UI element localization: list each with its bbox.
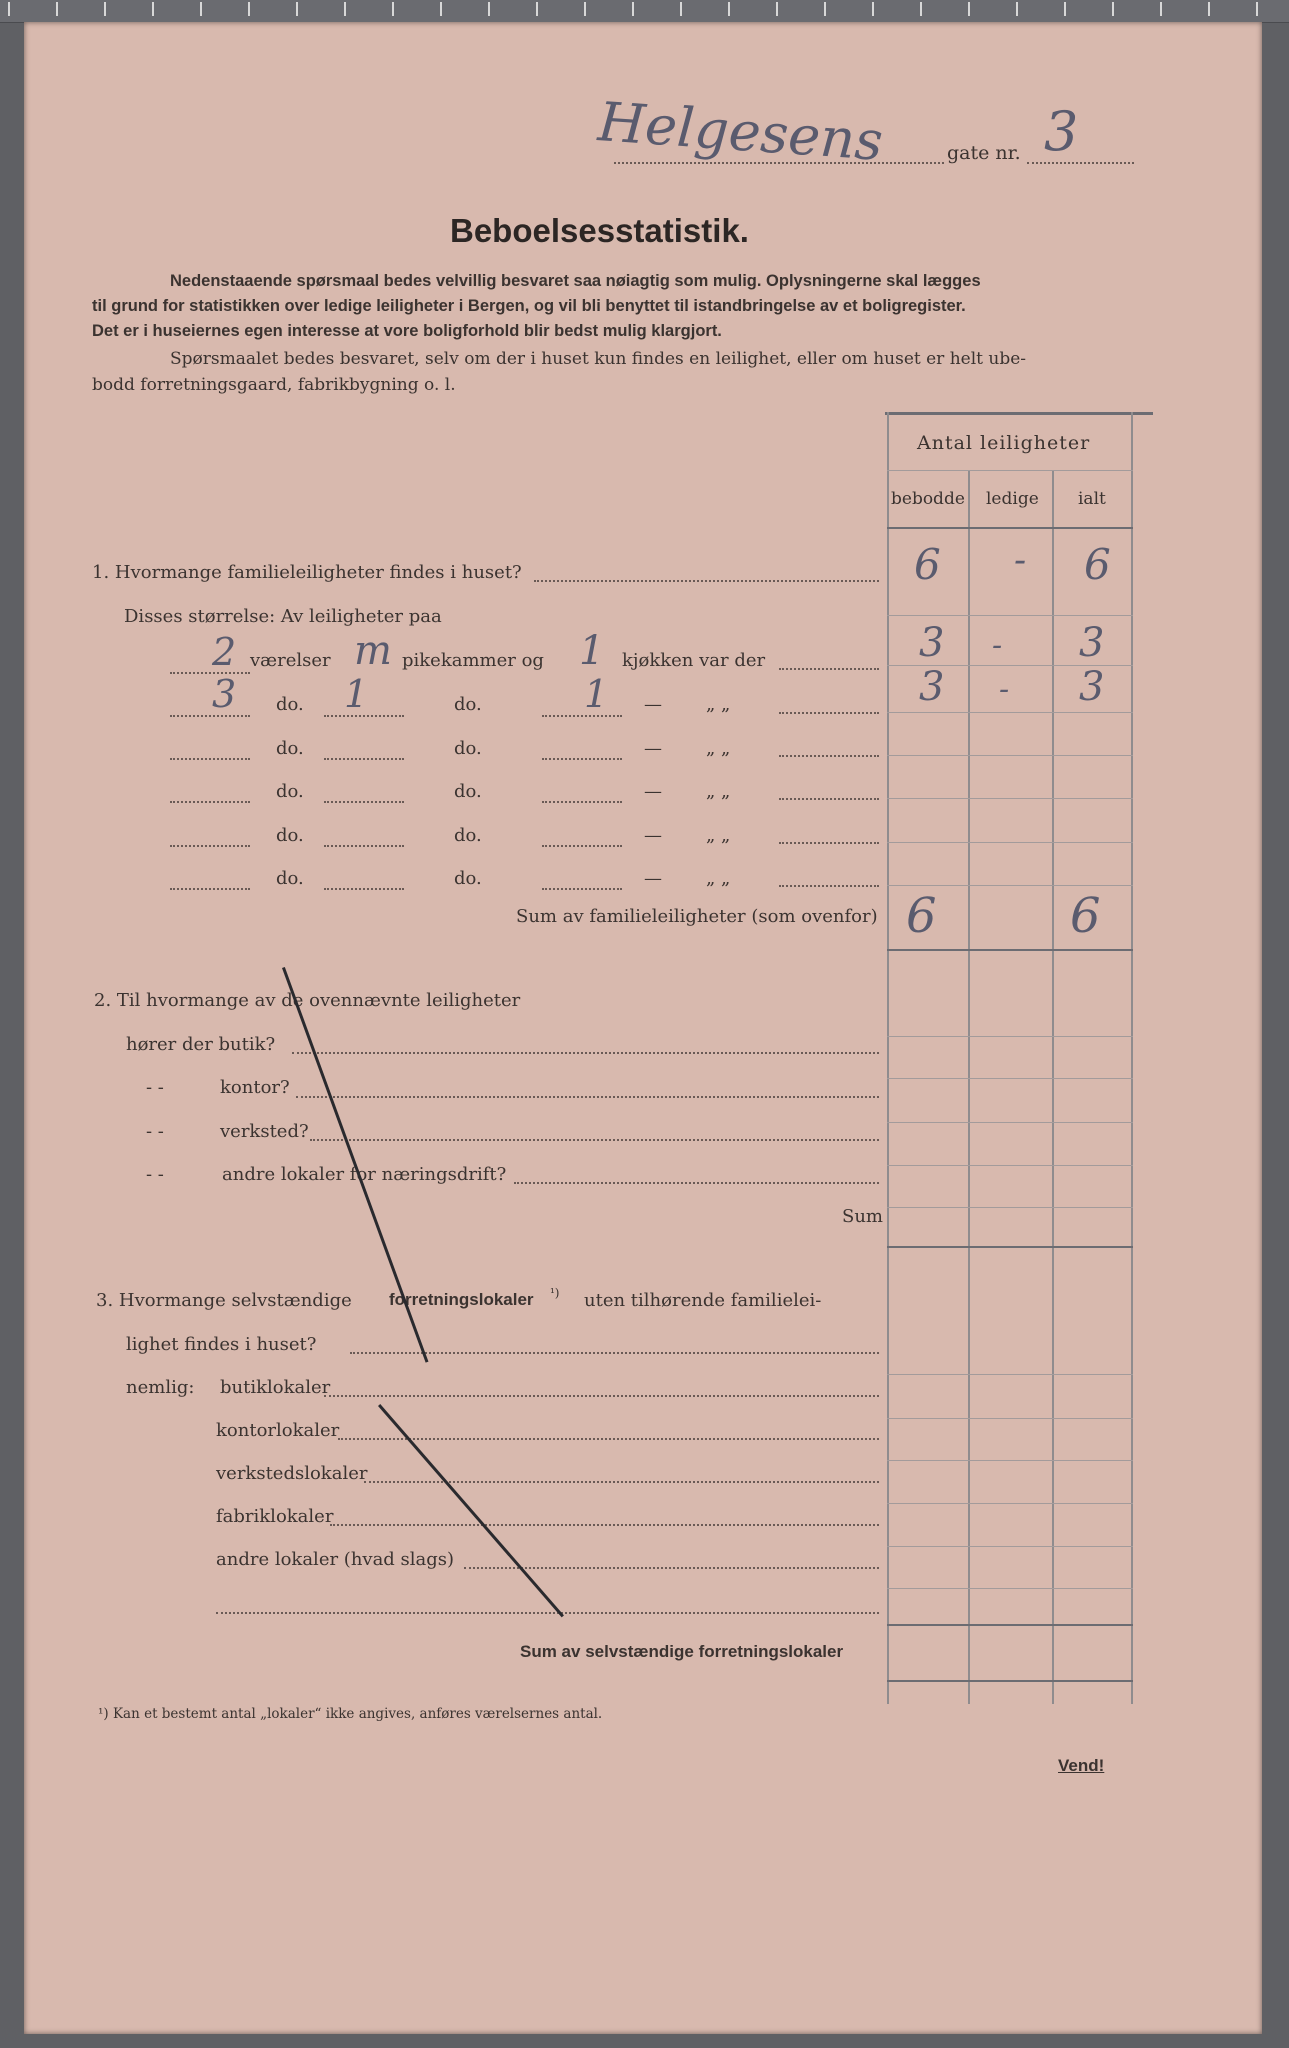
q2-dashes-kontor: - - [146,1077,164,1098]
table-right-rule [1131,412,1133,1704]
ruler-tick [8,2,10,16]
q2-verksted: verksted? [220,1121,309,1142]
row-rule [887,798,1133,799]
leader-dots [338,1438,879,1440]
ruler-tick [968,2,970,16]
strike-line-lower [378,1404,564,1617]
q2-sum-label: Sum [842,1206,883,1227]
ruler-tick [536,2,538,16]
q1-ledige-answer: - [1014,540,1027,581]
row1-kjokken-label: kjøkken var der [622,650,766,671]
row3-do-2: do. [454,738,482,759]
q1-sum-ialt: 6 [1070,888,1101,944]
row2-quotes: „ „ [706,694,731,715]
intro-plain-line-2: bodd forretningsgaard, fabrikbygning o. l. [92,375,456,395]
q1-sum-bebodde: 6 [906,888,937,944]
row6-do-1: do. [276,868,304,889]
row4-do-1: do. [276,781,304,802]
row-rule [887,1078,1133,1079]
row1-ledige: - [992,628,1003,663]
row1-pikekammer-handwritten: m [354,628,392,674]
q2-butik: hører der butik? [126,1034,276,1055]
gate-number-handwritten: 3 [1044,100,1079,163]
ruler-tick [1112,2,1114,16]
ruler-tick [248,2,250,16]
intro-bold-line-1: Nedenstaaende spørsmaal bedes velvillig besvaret saa nøiagtig som mulig. Oplysningerne skal lægges [170,272,981,290]
ruler-tick [632,2,634,16]
row2-vaerelser-handwritten: 3 [212,672,237,716]
row1-ialt: 3 [1079,620,1105,666]
census-form-sheet [24,22,1262,2034]
ruler-tick [1064,2,1066,16]
ruler-tick [824,2,826,16]
leader-dots [216,1612,879,1614]
q3-question-b: forretningslokaler [389,1290,534,1309]
ruler-tick [728,2,730,16]
leader-dots [324,758,404,760]
q2-andre: andre lokaler for næringsdrift? [222,1164,507,1185]
q1-ialt-answer: 6 [1084,540,1111,589]
row3-do-1: do. [276,738,304,759]
ruler-tick [776,2,778,16]
q3-fabrik: fabriklokaler [216,1506,334,1527]
q1-sum-rule [887,949,1133,951]
row5-do-1: do. [276,825,304,846]
row-rule [887,1588,1133,1589]
table-top-rule [885,412,1153,415]
row-rule [887,1036,1133,1037]
header-bottom-rule [887,527,1133,529]
table-left-rule [887,412,889,1704]
row6-do-2: do. [454,868,482,889]
ruler-tick [56,2,58,16]
leader-dots [170,888,250,890]
q3-question-sup: ¹) [550,1286,560,1300]
ruler-tick [488,2,490,16]
footnote: ¹) Kan et bestemt antal „lokaler“ ikke angives, anføres værelsernes antal. [98,1706,603,1722]
leader-dots [779,668,879,670]
ruler-tick [872,2,874,16]
leader-dots [170,801,250,803]
q3-andre: andre lokaler (hvad slags) [216,1549,455,1570]
row2-dash: — [644,694,662,715]
page-title: Beboelsesstatistik. [450,212,749,249]
intro-bold-line-2: til grund for statistikken over ledige leiligheter i Bergen, og vil bli benyttet til istandbringelse av et boligregister. [92,297,966,315]
row-rule [887,1546,1133,1547]
q1-bebodde-answer: 6 [914,540,941,589]
ruler-tick [440,2,442,16]
leader-dots [292,1052,879,1054]
row-rule [887,1460,1133,1461]
ruler-tick [152,2,154,16]
row2-ialt: 3 [1079,664,1105,710]
q3-question-line2: lighet findes i huset? [126,1334,317,1355]
leader-dots [330,1524,879,1526]
row-rule [887,1122,1133,1123]
leader-dots [170,715,250,717]
vend-label: Vend! [1058,1756,1105,1775]
row-rule [887,755,1133,756]
row2-kjokken-handwritten: 1 [584,672,609,716]
leader-dots [779,755,879,757]
ruler-tick [344,2,346,16]
row2-pikekammer-handwritten: 1 [344,672,369,716]
ruler-tick [104,2,106,16]
q3-butik: butiklokaler [220,1377,331,1398]
row-rule [887,615,1133,616]
row5-do-2: do. [454,825,482,846]
row6-dash: — [644,868,662,889]
row-rule [887,885,1133,886]
leader-dots [779,712,879,714]
row6-quotes: „ „ [706,868,731,889]
row5-quotes: „ „ [706,825,731,846]
leader-dots [464,1567,879,1569]
ruler-tick [680,2,682,16]
q2-kontor: kontor? [220,1077,290,1098]
row3-quotes: „ „ [706,738,731,759]
col-divider-1 [968,470,970,1704]
ruler-tick [200,2,202,16]
row-rule [887,712,1133,713]
row2-do-2: do. [454,694,482,715]
leader-dots [779,885,879,887]
leader-dots [170,758,250,760]
row2-do-1: do. [276,694,304,715]
row4-do-2: do. [454,781,482,802]
intro-plain-line-1: Spørsmaalet bedes besvaret, selv om der i huset kun findes en leilighet, eller om huset er helt ube- [170,349,1027,369]
leader-dots [514,1182,879,1184]
q3-nemlig: nemlig: [126,1377,195,1398]
row-rule [887,1374,1133,1375]
q2-sum-rule [887,1246,1133,1248]
street-name-handwritten: Helgesens [596,90,885,173]
row2-bebodde: 3 [919,664,945,710]
row1-bebodde: 3 [919,620,945,666]
row-rule [887,842,1133,843]
table-group-header: Antal leiligheter [917,432,1091,454]
leader-dots [310,1139,879,1141]
leader-dots [324,801,404,803]
q3-question-c: uten tilhørende familielei- [584,1290,822,1311]
col-header-ledige: ledige [986,489,1039,509]
row1-kjokken-handwritten: 1 [579,628,605,674]
ruler-tick [1256,2,1258,16]
q2-question: 2. Til hvormange av de ovennævnte leiligheter [94,990,521,1011]
q3-kontor: kontorlokaler [216,1420,340,1441]
q3-sum-label: Sum av selvstændige forretningslokaler [520,1642,844,1661]
leader-dots [324,888,404,890]
leader-dots [542,801,622,803]
ruler-tick [296,2,298,16]
size-intro: Disses størrelse: Av leiligheter paa [124,606,442,627]
scan-ruler [0,0,1289,23]
row-rule [887,1165,1133,1166]
row-rule [887,1503,1133,1504]
q2-dashes-verksted: - - [146,1121,164,1142]
leader-dots [542,845,622,847]
leader-dots [779,798,879,800]
row4-quotes: „ „ [706,781,731,802]
q1-sum-label: Sum av familieleiligheter (som ovenfor) [516,906,878,927]
ruler-tick [584,2,586,16]
row1-vaerelser-label: værelser [250,650,331,671]
intro-bold-line-3: Det er i huseiernes egen interesse at vore boligforhold blir bedst mulig klargjort. [92,322,722,340]
col-divider-2 [1052,470,1054,1704]
leader-dots [324,1395,879,1397]
row-rule [887,1207,1133,1208]
leader-dots [170,672,250,674]
leader-dots [324,715,404,717]
leader-dots [779,842,879,844]
ruler-tick [1208,2,1210,16]
leader-dots [542,758,622,760]
leader-dots [296,1096,879,1098]
row3-dash: — [644,738,662,759]
q3-sum-bottom-rule [887,1680,1133,1682]
q3-question-a: 3. Hvormange selvstændige [96,1290,352,1311]
street-dots [614,162,944,164]
col-header-bebodde: bebodde [891,489,965,509]
q3-verksted: verkstedslokaler [216,1463,368,1484]
row2-ledige: - [999,672,1010,707]
col-header-ialt: ialt [1078,489,1106,509]
leader-dots [542,888,622,890]
q3-sum-top-rule [887,1624,1133,1626]
leader-dots [324,845,404,847]
leader-dots [170,845,250,847]
ruler-tick [920,2,922,16]
row1-vaerelser-handwritten: 2 [212,630,237,674]
ruler-tick [1160,2,1162,16]
header-rule [887,470,1133,471]
q2-dashes-andre: - - [146,1164,164,1185]
gate-label: gate nr. [947,142,1021,164]
leader-dots [364,1481,879,1483]
q1-question: 1. Hvormange familieleiligheter findes i huset? [92,562,522,583]
leader-dots [534,580,879,582]
leader-dots [350,1352,879,1354]
ruler-tick [392,2,394,16]
leader-dots [542,715,622,717]
ruler-tick [1016,2,1018,16]
row1-pikekammer-label: pikekammer og [402,650,544,671]
row4-dash: — [644,781,662,802]
row-rule [887,1418,1133,1419]
row5-dash: — [644,825,662,846]
